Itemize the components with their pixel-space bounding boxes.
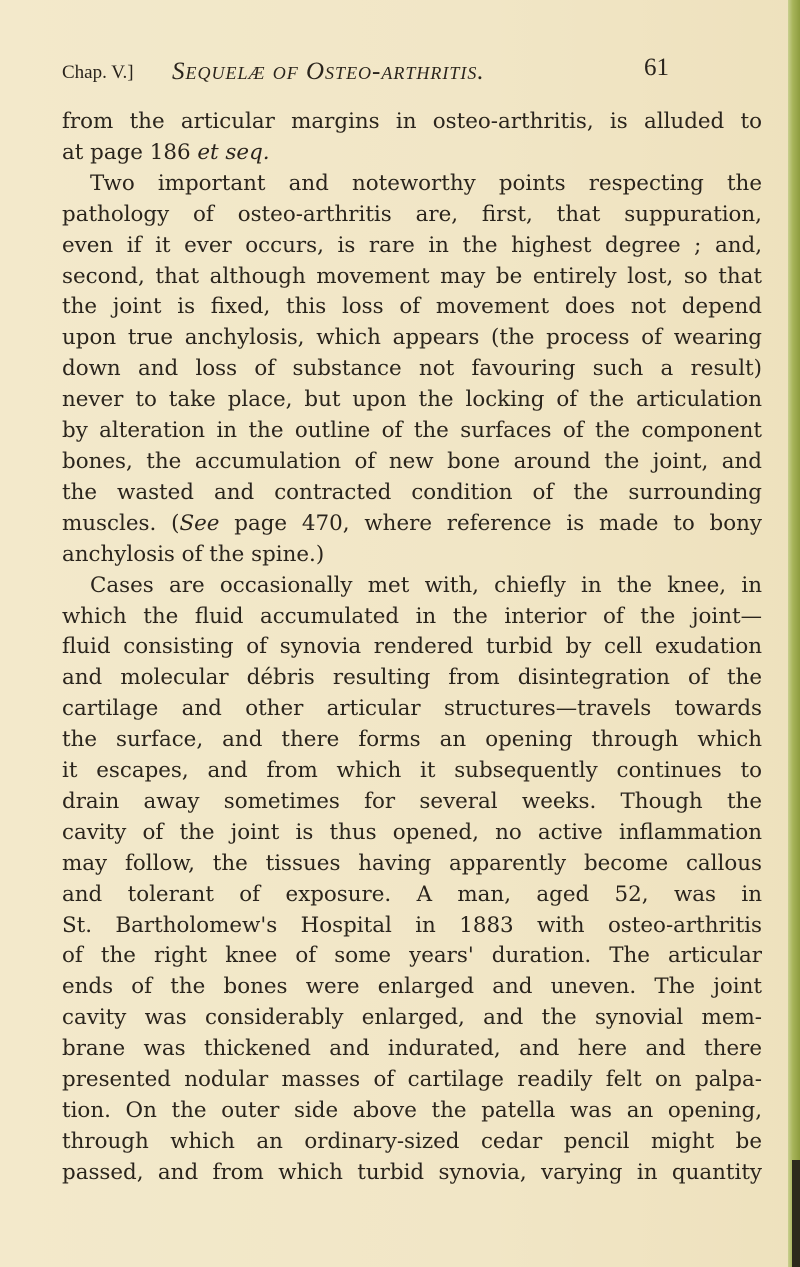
body-text [62,107,762,1189]
text-line: cavity of the joint is thus opened, no active inflammation [62,819,762,845]
text-line: tion. On the outer side above the patella was an opening, [62,1098,762,1123]
text-line: drain away sometimes for several weeks. Though the [62,788,762,814]
page-number: 61 [644,54,669,81]
text-line: passed, and from which turbid synovia, varying in quantity [62,1159,762,1185]
book-spine-edge [788,0,800,1267]
text-line: brane was thickened and indurated, and here and there [62,1036,762,1062]
running-title: Sequelæ of Osteo-arthritis. [172,58,485,85]
text-line: by alteration in the outline of the surfaces of the component [62,418,762,444]
book-spine-shadow [792,1160,800,1267]
text-line: cavity was considerably enlarged, and the synovial mem- [62,1005,762,1031]
text-line: upon true anchylosis, which appears (the process of wearing [62,325,762,351]
text-line: anchylosis of the spine.) [62,541,325,567]
text-line: cartilage and other articular structures—travels towards [62,696,762,722]
text-line: ends of the bones were enlarged and uneven. The joint [62,974,762,1000]
text-line: down and loss of substance not favouring such a result) [62,356,762,382]
text-line: at page 186 et seq. [62,139,270,165]
text-line: fluid consisting of synovia rendered turbid by cell exudation [62,634,762,660]
text-line: St. Bartholomew's Hospital in 1883 with osteo-arthritis [62,912,762,938]
text-line: it escapes, and from which it subsequently continues to [62,758,762,784]
running-header [62,50,762,90]
text-line: through which an ordinary-sized cedar pencil might be [62,1128,762,1154]
text-line: the wasted and contracted condition of the surrounding [62,479,762,505]
text-line: bones, the accumulation of new bone around the joint, and [62,448,762,474]
text-line: Cases are occasionally met with, chiefly in the knee, in [90,572,762,598]
text-line: pathology of osteo-arthritis are, first, that suppuration, [62,201,762,227]
chapter-reference: Chap. V.] [62,62,134,83]
text-line: from the articular margins in osteo-arthritis, is alluded to [62,109,762,134]
text-line: muscles. (See page 470, where reference is made to bony [62,510,762,536]
text-line: the surface, and there forms an opening through which [62,727,762,753]
text-line: even if it ever occurs, is rare in the highest degree ; and, [62,232,762,258]
text-line: never to take place, but upon the locking of the articulation [62,387,762,413]
text-line: may follow, the tissues having apparently become callous [62,850,762,876]
text-line: and molecular débris resulting from disintegration of the [62,665,762,691]
text-line: second, that although movement may be entirely lost, so that [62,263,762,289]
text-line: presented nodular masses of cartilage readily felt on palpa- [62,1067,762,1093]
text-line: which the fluid accumulated in the interior of the joint— [62,603,762,629]
text-line: and tolerant of exposure. A man, aged 52, was in [62,881,762,907]
text-line: of the right knee of some years' duration. The articular [62,943,762,969]
text-line: the joint is fixed, this loss of movement does not depend [62,294,762,320]
text-line: Two important and noteworthy points respecting the [90,170,762,196]
